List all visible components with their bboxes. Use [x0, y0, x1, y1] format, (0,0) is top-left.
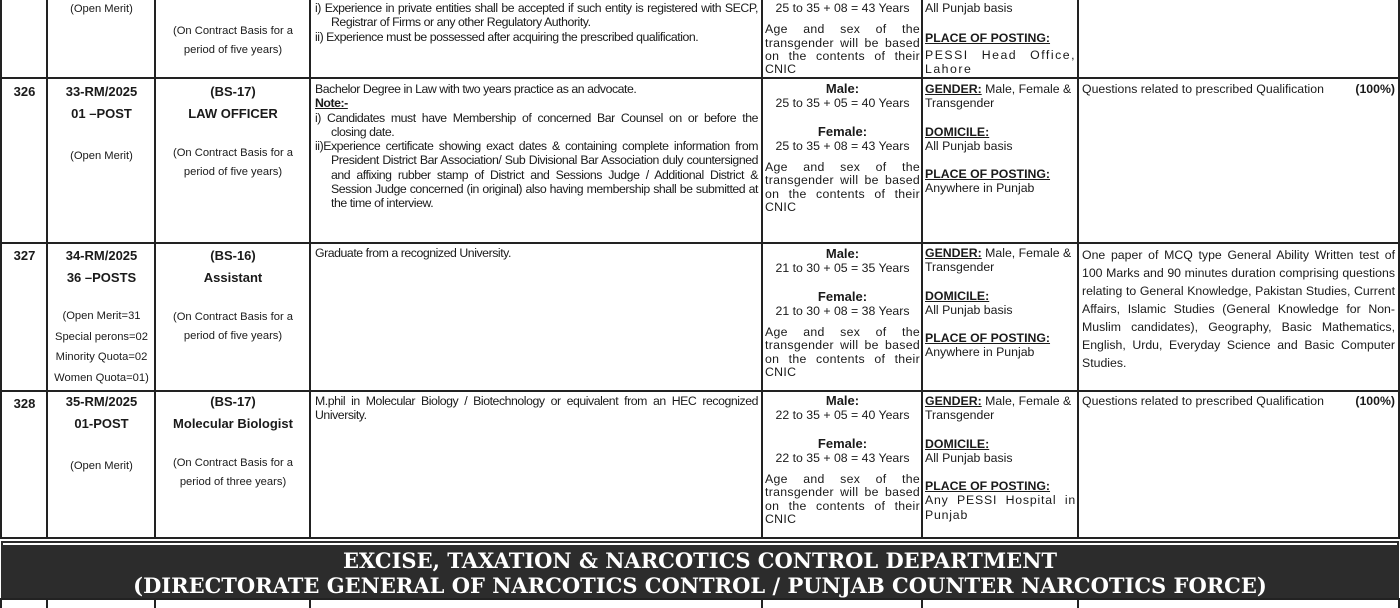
domicile-value: All Punjab basis — [925, 138, 1013, 153]
gender-value: Male, Female & Transgender — [925, 82, 1072, 111]
female-label: Female: — [817, 123, 868, 139]
domicile-label: DOMICILE: — [925, 288, 990, 303]
female-age-range: 25 to 35 + 08 = 43 Years — [775, 138, 910, 153]
female-label: Female: — [817, 435, 868, 451]
contract-text: (On Contract Basis for a — [173, 147, 293, 159]
post-cell — [154, 391, 310, 537]
test-description: Questions related to prescribed Qualification — [1082, 82, 1324, 96]
transgender-age-note: Age and sex of the transgender will be based on the contents of their CNIC — [765, 22, 920, 77]
test-weight: (100%) — [1355, 82, 1395, 96]
quota-text: (Open Merit) — [70, 150, 133, 162]
test-description: Questions related to prescribed Qualification — [1082, 394, 1324, 408]
qualification-cell — [309, 391, 762, 537]
qualification-item: ii)Experience certificate showing exact dates & containing complete information from President District Bar Association/ Sub Divisional Bar Association duly countersigned and affixing rubber stamp of District and Sessions Judge / Additional District & Session Judge concerned (in original) also having membership shall be submitted at the time of interview. — [315, 139, 758, 211]
pay-scale: (BS-17) — [210, 84, 256, 99]
domicile-label: DOMICILE: — [925, 436, 990, 451]
eligibility-cell — [921, 243, 1078, 390]
serial-number: 328 — [13, 396, 36, 411]
test-weight: (100%) — [1355, 394, 1395, 408]
male-age-range: 21 to 30 + 05 = 35 Years — [775, 261, 910, 276]
pay-scale: (BS-16) — [210, 248, 256, 263]
posts-count: 36 –POSTS — [66, 270, 137, 285]
qualification-cell — [309, 79, 762, 242]
serial-cell — [0, 0, 47, 77]
qualification-item: i) Candidates must have Membership of concerned Bar Counsel on or before the closing date. — [315, 110, 758, 139]
code-cell — [46, 79, 155, 242]
male-age-range: 22 to 35 + 05 = 40 Years — [775, 408, 910, 423]
directorate-title: (DIRECTORATE GENERAL OF NARCOTICS CONTROL / PUNJAB COUNTER NARCOTICS FORCE) — [133, 573, 1267, 598]
advert-code: 34-RM/2025 — [65, 248, 138, 263]
posting-value: PESSI Head Office, Lahore — [925, 47, 1076, 76]
serial-cell — [0, 391, 47, 537]
female-age-range: 22 to 35 + 08 = 43 Years — [775, 450, 910, 465]
advert-code: 35-RM/2025 — [65, 394, 138, 409]
note-label: Note:- — [315, 96, 348, 111]
age-cell — [761, 243, 922, 390]
contract-text: (On Contract Basis for a — [173, 311, 293, 323]
male-label: Male: — [825, 81, 860, 96]
contract-text: period of five years) — [183, 44, 283, 56]
posts-count: 01-POST — [74, 416, 129, 431]
qualification-text: M.phil in Molecular Biology / Biotechnology or equivalent from an HEC recognized University. — [315, 394, 758, 423]
test-cell — [1077, 243, 1400, 390]
pay-scale: (BS-17) — [210, 394, 256, 409]
test-cell — [1077, 0, 1400, 77]
age-cell — [761, 79, 922, 242]
qualification-text: Graduate from a recognized University. — [315, 246, 511, 260]
gender-value: Male, Female & Transgender — [925, 246, 1072, 275]
code-cell — [46, 0, 155, 77]
test-cell — [1077, 391, 1400, 537]
serial-cell — [0, 600, 47, 608]
transgender-age-note: Age and sex of the transgender will be based on the contents of their CNIC — [765, 325, 920, 380]
post-title: LAW OFFICER — [188, 106, 278, 121]
qualification-cell — [309, 0, 762, 77]
qualification-cell — [309, 600, 762, 608]
post-cell — [154, 600, 310, 608]
age-cell — [761, 391, 922, 537]
advert-code: 33-RM/2025 — [65, 84, 138, 99]
table-row — [0, 391, 1400, 539]
gender-label: GENDER: — [925, 82, 982, 96]
male-label: Male: — [825, 246, 860, 261]
contract-text: (On Contract Basis for a — [173, 25, 293, 37]
male-age-range: 25 to 35 + 05 = 40 Years — [775, 96, 910, 111]
contract-text: period of three years) — [179, 476, 287, 488]
posting-label: PLACE OF POSTING: — [925, 167, 1051, 182]
contract-text: period of five years) — [183, 166, 283, 178]
female-label: Female: — [817, 288, 868, 304]
domicile-value: All Punjab basis — [925, 1, 1013, 15]
posts-count: 01 –POST — [71, 106, 132, 121]
transgender-age-note: Age and sex of the transgender will be based on the contents of their CNIC — [765, 160, 920, 215]
gender-label: GENDER: — [925, 394, 982, 408]
qualification-text: Bachelor Degree in Law with two years practice as an advocate. — [315, 82, 637, 96]
age-cell — [761, 600, 922, 608]
contract-text: period of five years) — [183, 330, 283, 342]
quota-breakdown: (Open Merit=31 Special perons=02 Minority Quota=02 Women Quota=01) — [54, 310, 149, 384]
posting-value: Anywhere in Punjab — [925, 345, 1035, 360]
department-banner — [3, 543, 1397, 598]
gender-label: GENDER: — [925, 246, 982, 260]
female-age-range: 21 to 30 + 08 = 38 Years — [775, 303, 910, 318]
post-title: Assistant — [203, 270, 263, 285]
department-title: EXCISE, TAXATION & NARCOTICS CONTROL DEPARTMENT — [342, 548, 1058, 573]
post-title: Molecular Biologist — [173, 416, 293, 431]
code-cell — [46, 243, 155, 390]
posting-label: PLACE OF POSTING: — [925, 31, 1051, 46]
posting-label: PLACE OF POSTING: — [925, 331, 1051, 346]
quota-text: (Open Merit) — [70, 460, 133, 472]
quota-text: (Open Merit) — [70, 3, 133, 15]
eligibility-cell — [921, 0, 1078, 77]
age-cell — [761, 0, 922, 77]
table-row — [0, 243, 1400, 392]
test-description: One paper of MCQ type General Ability Written test of 100 Marks and 90 minutes duration comprising questions relating to General Knowledge, Pakistan Studies, Current Affairs, Islamic Studies (General Knowledge for Non-Muslim candidates), Geography, Basic Mathematics, English, Urdu, Everyday Science and Basic Computer Studies. — [1082, 248, 1395, 370]
male-label: Male: — [825, 393, 860, 408]
eligibility-cell — [921, 391, 1078, 537]
posting-label: PLACE OF POSTING: — [925, 479, 1051, 494]
posting-value: Any PESSI Hospital in Punjab — [925, 493, 1076, 522]
female-age-range: 25 to 35 + 08 = 43 Years — [775, 1, 910, 15]
domicile-value: All Punjab basis — [925, 302, 1013, 317]
qualification-item: i) Experience in private entities shall be accepted if such entity is registered with SECP, Registrar of Firms or any other Regulatory Authority. — [315, 1, 758, 30]
serial-number: 326 — [13, 84, 36, 99]
posting-value: Anywhere in Punjab — [925, 181, 1035, 196]
table-row — [0, 0, 1400, 79]
gender-value: Male, Female & Transgender — [925, 394, 1072, 423]
contract-text: (On Contract Basis for a — [173, 457, 293, 469]
transgender-age-note: Age and sex of the transgender will be based on the contents of their CNIC — [765, 472, 920, 527]
domicile-value: All Punjab basis — [925, 450, 1013, 465]
serial-cell — [0, 79, 47, 242]
post-cell — [154, 243, 310, 390]
serial-number: 327 — [13, 248, 36, 263]
table-row — [0, 77, 1400, 244]
qualification-item: ii) Experience must be possessed after acquiring the prescribed qualification. — [315, 29, 699, 44]
eligibility-cell — [921, 600, 1078, 608]
code-cell — [46, 391, 155, 537]
test-cell — [1077, 600, 1400, 608]
domicile-label: DOMICILE: — [925, 124, 990, 139]
code-cell — [46, 600, 155, 608]
test-cell — [1077, 79, 1400, 242]
serial-cell — [0, 243, 47, 390]
post-cell — [154, 79, 310, 242]
eligibility-cell — [921, 79, 1078, 242]
qualification-cell — [309, 243, 762, 390]
post-cell — [154, 0, 310, 77]
